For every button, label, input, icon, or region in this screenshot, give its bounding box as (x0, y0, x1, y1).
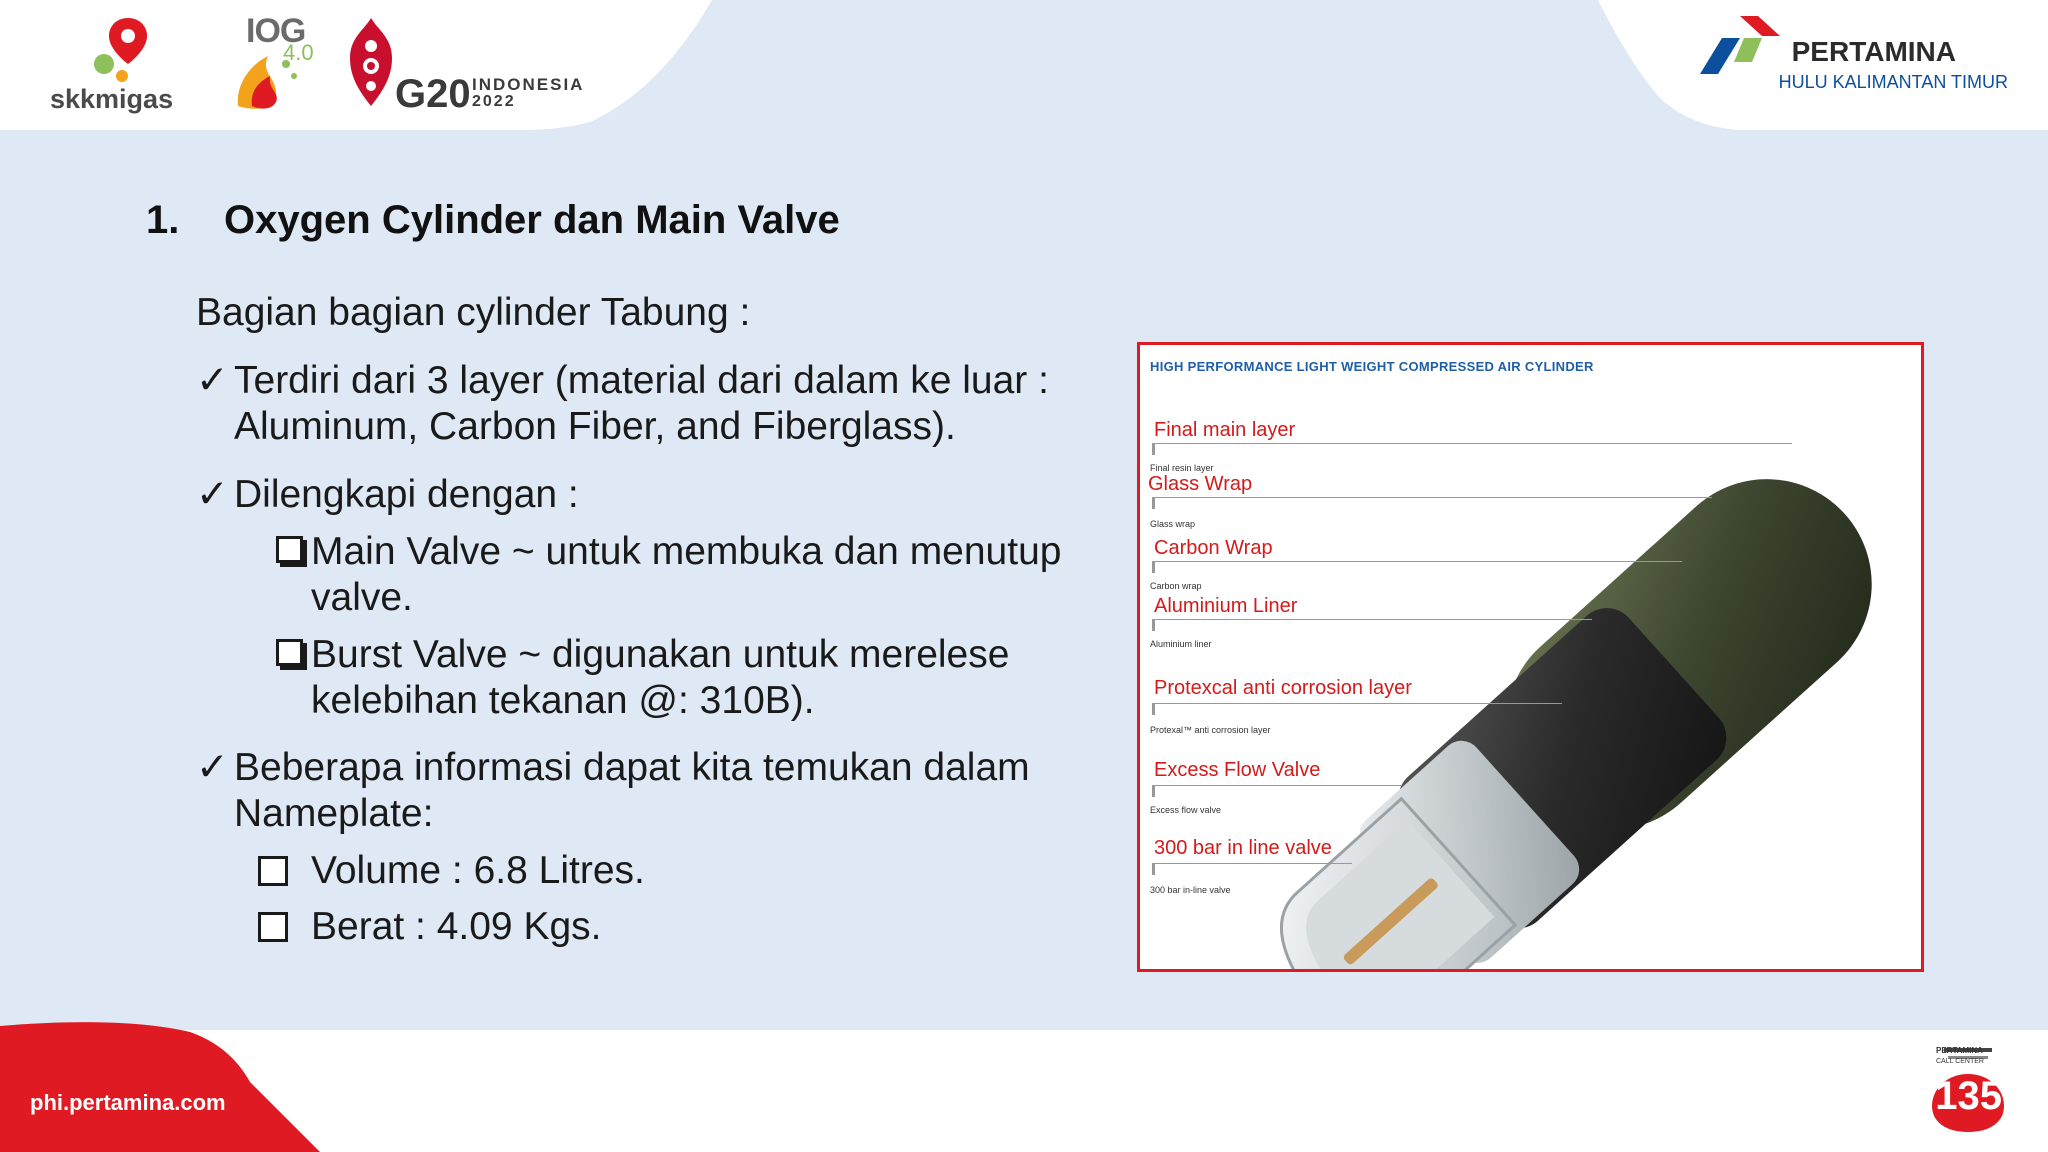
intro-text: Bagian bagian cylinder Tabung : (196, 291, 751, 334)
label-300-bar-valve: 300 bar in line valve (1154, 837, 1332, 859)
small-label-final-resin: Final resin layer (1150, 463, 1214, 473)
checkbox-icon (276, 536, 303, 563)
bullet-2-line-1: Dilengkapi dengan : (234, 473, 579, 516)
equipment-1-line-1: Main Valve ~ untuk membuka dan menutup (311, 530, 1062, 573)
label-carbon-wrap: Carbon Wrap (1154, 537, 1273, 559)
label-aluminium-liner: Aluminium Liner (1154, 595, 1298, 617)
g20-country-text: INDONESIA (472, 75, 585, 94)
skkmigas-logo-icon (88, 14, 158, 84)
leader-tick (1152, 561, 1155, 573)
equipment-1-line-2: valve. (311, 576, 413, 619)
small-label-glass-wrap: Glass wrap (1150, 519, 1196, 529)
figure-title: HIGH PERFORMANCE LIGHT WEIGHT COMPRESSED AIR CYLINDER (1150, 359, 1594, 374)
leader-line (1152, 863, 1352, 864)
small-label-excess-flow: Excess flow valve (1150, 805, 1222, 815)
equipment-2-line-1: Burst Valve ~ digunakan untuk merelese (311, 633, 1010, 676)
label-excess-flow-valve: Excess Flow Valve (1154, 759, 1321, 781)
check-icon: ✓ (196, 359, 229, 402)
call-center-brand: PERTAMINA (1936, 1046, 1983, 1055)
leader-line (1152, 443, 1792, 444)
g20-emblem-icon (346, 16, 396, 108)
iog-logo-text: IOG (246, 12, 306, 50)
call-center-number: 135 (1935, 1074, 2002, 1118)
leader-tick (1152, 785, 1155, 797)
pertamina-logo-icon (1700, 16, 1780, 78)
small-label-aluminium-liner: Aluminium liner (1150, 639, 1212, 649)
leader-line (1152, 785, 1402, 786)
small-label-protexcal: Protexal™ anti corrosion layer (1150, 725, 1271, 735)
label-protexcal-layer: Protexcal anti corrosion layer (1154, 677, 1412, 699)
cylinder-figure (1137, 342, 1924, 972)
checkbox-icon (276, 639, 303, 666)
leader-line (1152, 703, 1562, 704)
checkbox-icon (258, 912, 288, 942)
equipment-2-line-2: kelebihan tekanan @: 310B). (311, 679, 815, 722)
leader-tick (1152, 703, 1155, 715)
footer-url-link[interactable]: phi.pertamina.com (30, 1090, 226, 1115)
title-number: 1. (146, 198, 180, 242)
small-label-300-bar: 300 bar in-line valve (1150, 885, 1231, 895)
leader-line (1152, 619, 1592, 620)
bullet-1-line-2: Aluminum, Carbon Fiber, and Fiberglass). (234, 405, 956, 448)
leader-tick (1152, 443, 1155, 455)
leader-line (1152, 561, 1682, 562)
footer-red-shape (0, 1022, 330, 1152)
bullet-3-line-2: Nameplate: (234, 792, 434, 835)
label-glass-wrap: Glass Wrap (1148, 473, 1253, 495)
small-label-carbon-wrap: Carbon wrap (1150, 581, 1202, 591)
pertamina-logo-text: PERTAMINA (1791, 36, 1956, 67)
skkmigas-logo-text: skkmigas (50, 84, 174, 114)
label-final-main-layer: Final main layer (1154, 419, 1296, 441)
g20-logo-text: G20 (395, 72, 471, 116)
leader-tick (1152, 863, 1155, 875)
title-text: Oxygen Cylinder dan Main Valve (224, 198, 840, 242)
leader-tick (1152, 619, 1155, 631)
g20-year-text: 2022 (472, 93, 516, 110)
call-center-label: CALL CENTER (1936, 1058, 1984, 1065)
check-icon: ✓ (196, 746, 229, 789)
leader-line (1152, 497, 1712, 498)
iog-version-text: 4.0 (283, 40, 314, 65)
leader-tick (1152, 497, 1155, 509)
bullet-3-line-1: Beberapa informasi dapat kita temukan dalam (234, 746, 1030, 789)
nameplate-volume: Volume : 6.8 Litres. (311, 849, 645, 892)
checkbox-icon (258, 856, 288, 886)
pertamina-subtitle: HULU KALIMANTAN TIMUR (1778, 72, 2008, 92)
nameplate-weight: Berat : 4.09 Kgs. (311, 905, 602, 948)
slide-title (146, 198, 840, 243)
check-icon: ✓ (196, 473, 229, 516)
bullet-1-line-1: Terdiri dari 3 layer (material dari dalam ke luar : (234, 359, 1049, 402)
